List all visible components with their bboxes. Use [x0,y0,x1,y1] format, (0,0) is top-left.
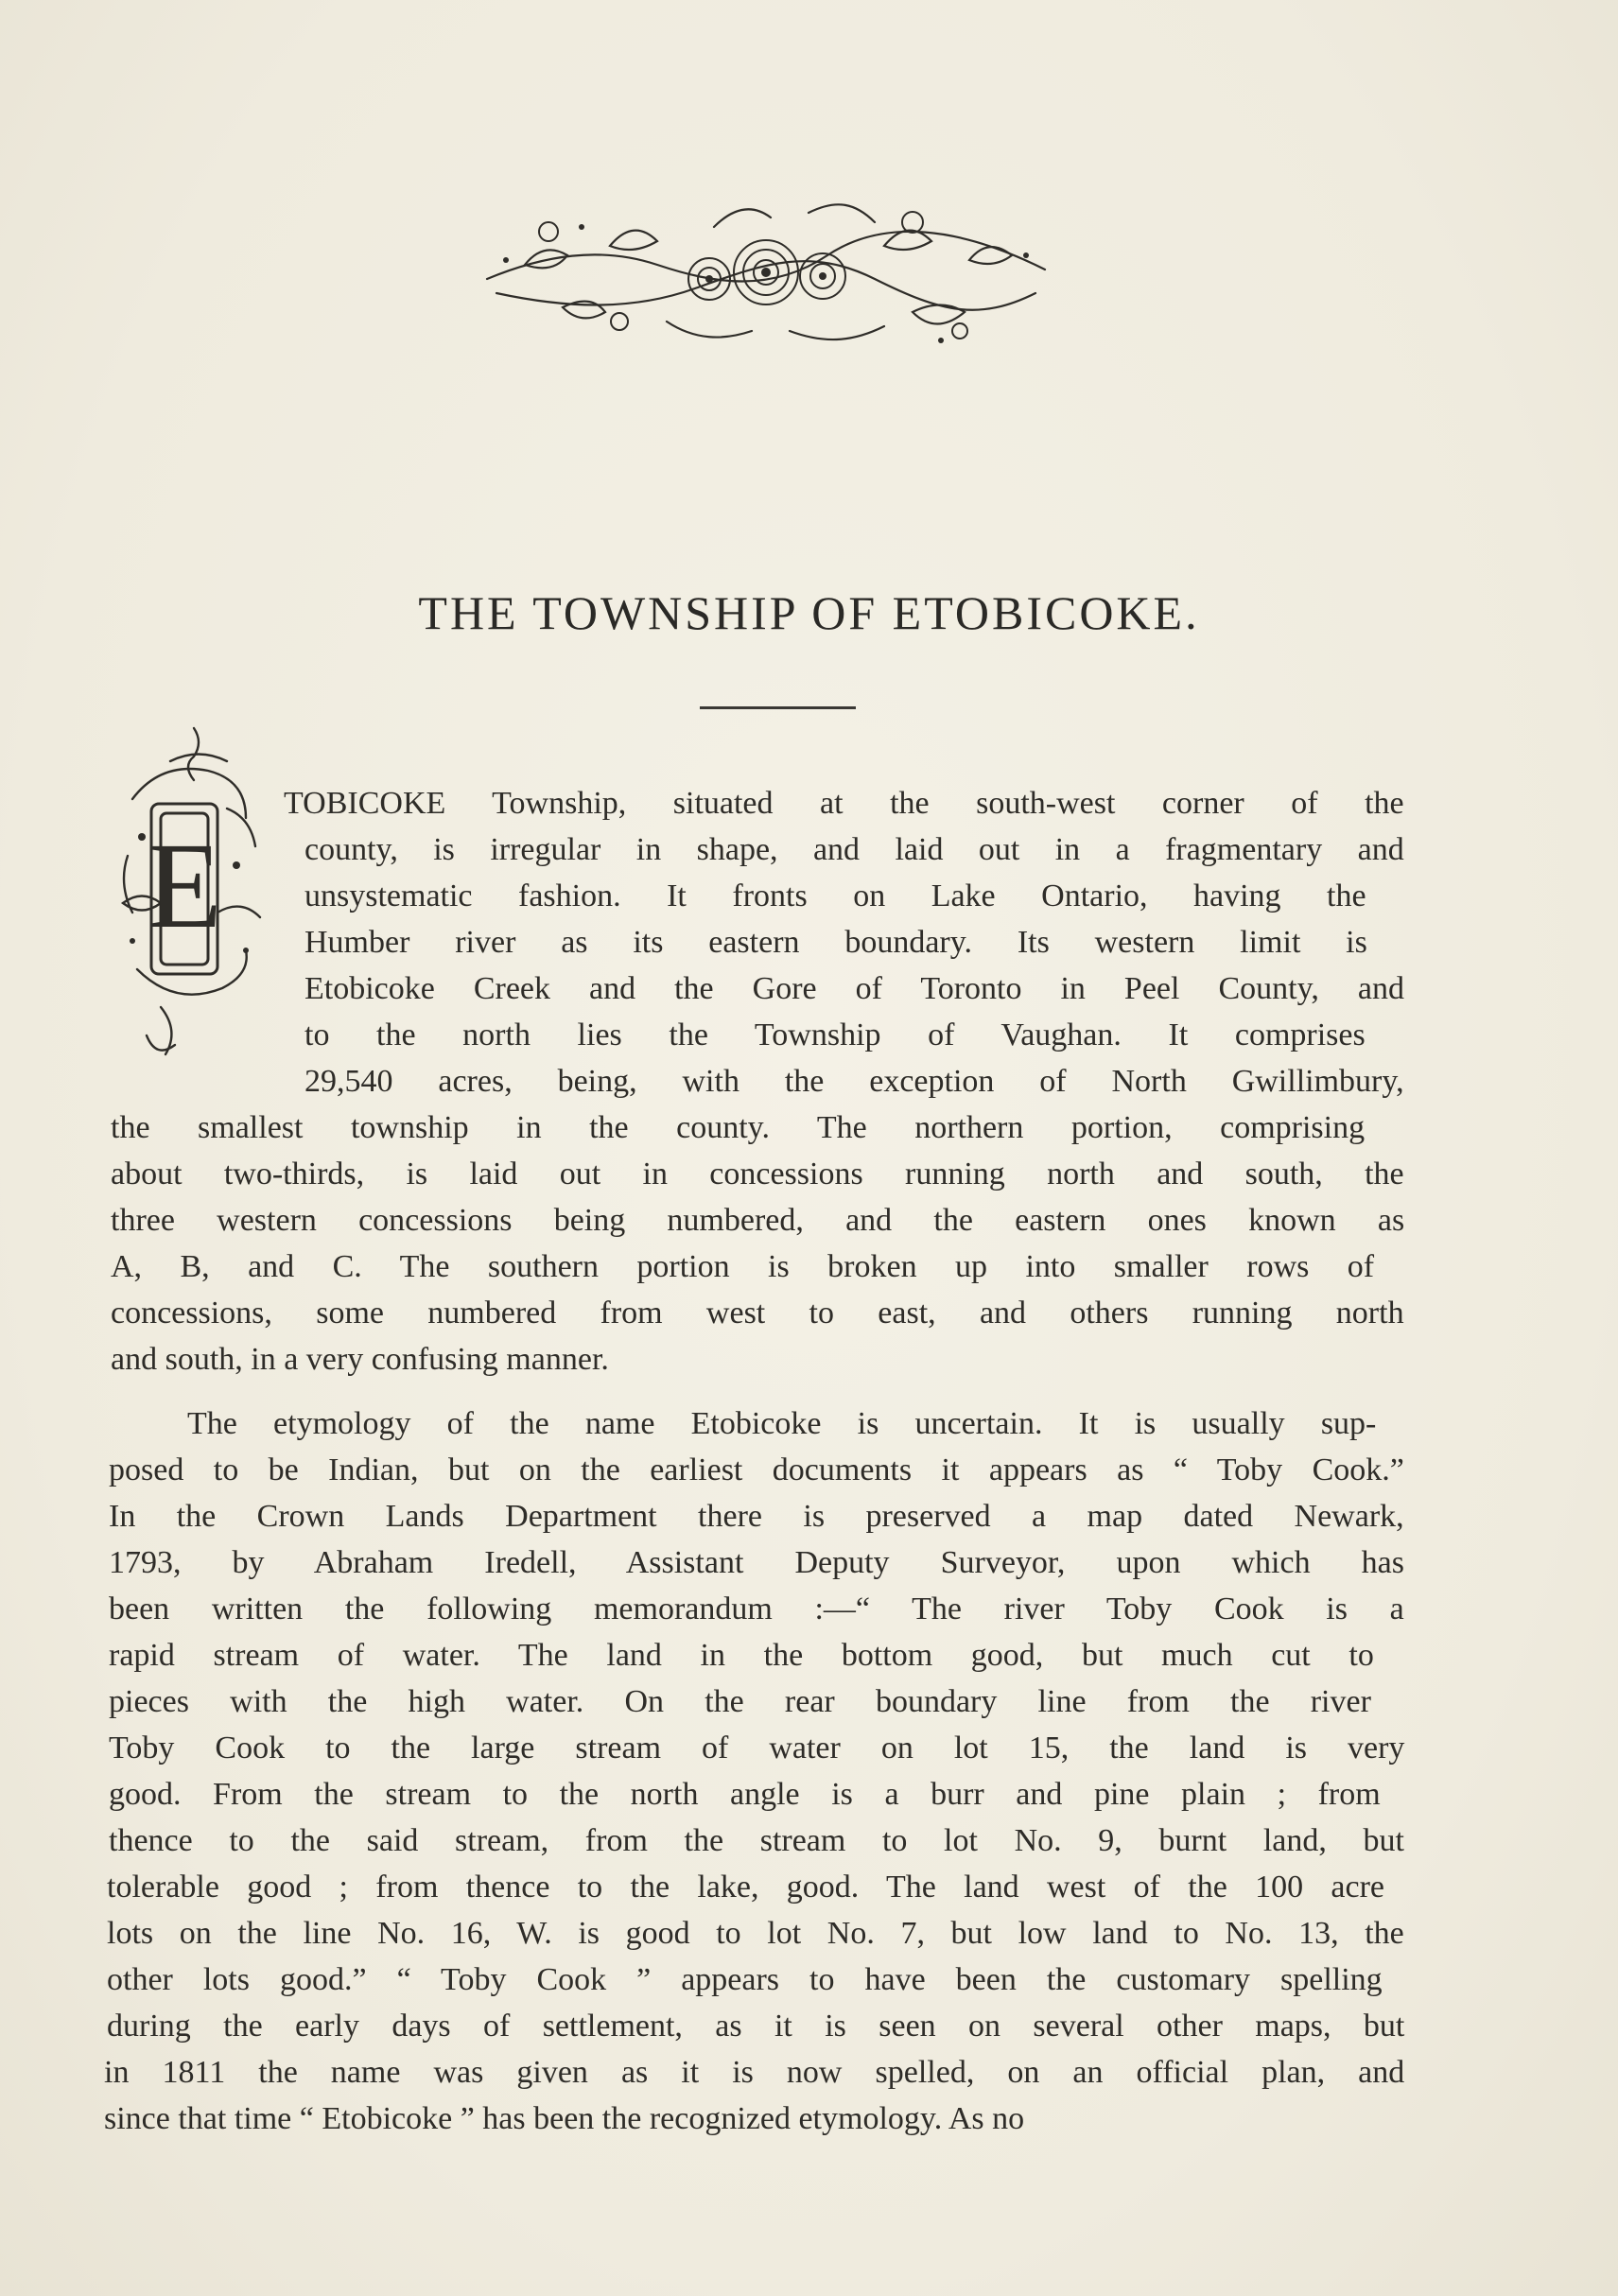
page-title: THE TOWNSHIP OF ETOBICOKE. [418,585,1200,639]
paragraph-line: Etobicoke Creek and the Gore of Toronto in Peel County, and [304,971,1404,1006]
paragraph-line: other lots good.” “ Toby Cook ” appears to have been the customary spelling [107,1962,1383,1997]
paragraph-line: Toby Cook to the large stream of water on lot 15, the land is very [109,1731,1405,1765]
paragraph-line: The etymology of the name Etobicoke is uncertain. It is usually sup- [187,1406,1377,1441]
dropcap-letter: E [147,818,222,954]
paragraph-line: thence to the said stream, from the stream to lot No. 9, burnt land, but [109,1823,1404,1858]
paragraph-line: A, B, and C. The southern portion is broken up into smaller rows of [111,1249,1375,1284]
paragraph-line: been written the following memorandum :—“ The river Toby Cook is a [109,1592,1404,1626]
paragraph-line: unsystematic fashion. It fronts on Lake Ontario, having the [304,878,1366,913]
paragraph-line: since that time “ Etobicoke ” has been the recognized etymology. As no [104,2101,1025,2136]
paragraph-line: In the Crown Lands Department there is preserved a map dated Newark, [109,1499,1404,1534]
paragraph-line: TOBICOKE Township, situated at the south-west corner of the [284,786,1404,821]
paragraph-line: posed to be Indian, but on the earliest documents it appears as “ Toby Cook.” [109,1452,1404,1487]
paragraph-line: in 1811 the name was given as it is now spelled, on an official plan, and [104,2055,1405,2090]
paragraph-line: good. From the stream to the north angle is a burr and pine plain ; from [109,1777,1381,1812]
paragraph-line: lots on the line No. 16, W. is good to lot No. 7, but low land to No. 13, the [107,1916,1404,1951]
paragraph-line: 29,540 acres, being, with the exception of North Gwillimbury, [304,1064,1404,1099]
paragraph-line: the smallest township in the county. The northern portion, comprising [111,1110,1366,1145]
paragraph-line: three western concessions being numbered, and the eastern ones known as [111,1203,1405,1238]
paragraph-line: pieces with the high water. On the rear boundary line from the river [109,1684,1371,1719]
paragraph-line: tolerable good ; from thence to the lake, good. The land west of the 100 acre [107,1870,1385,1905]
paragraph-line: 1793, by Abraham Iredell, Assistant Deputy Surveyor, upon which has [109,1545,1404,1580]
paragraph-line: Humber river as its eastern boundary. Its western limit is [304,925,1367,960]
paragraph-line: concessions, some numbered from west to east, and others running north [111,1296,1404,1331]
paragraph-line: rapid stream of water. The land in the bottom good, but much cut to [109,1638,1374,1673]
paragraph-line: and south, in a very confusing manner. [111,1342,609,1377]
paragraph-line: county, is irregular in shape, and laid out in a fragmentary and [304,832,1404,867]
paragraph-line: during the early days of settlement, as it is seen on several other maps, but [107,2009,1405,2044]
paragraph-line: about two-thirds, is laid out in concessions running north and south, the [111,1157,1404,1191]
paragraph-line: to the north lies the Township of Vaughan. It comprises [304,1018,1366,1052]
